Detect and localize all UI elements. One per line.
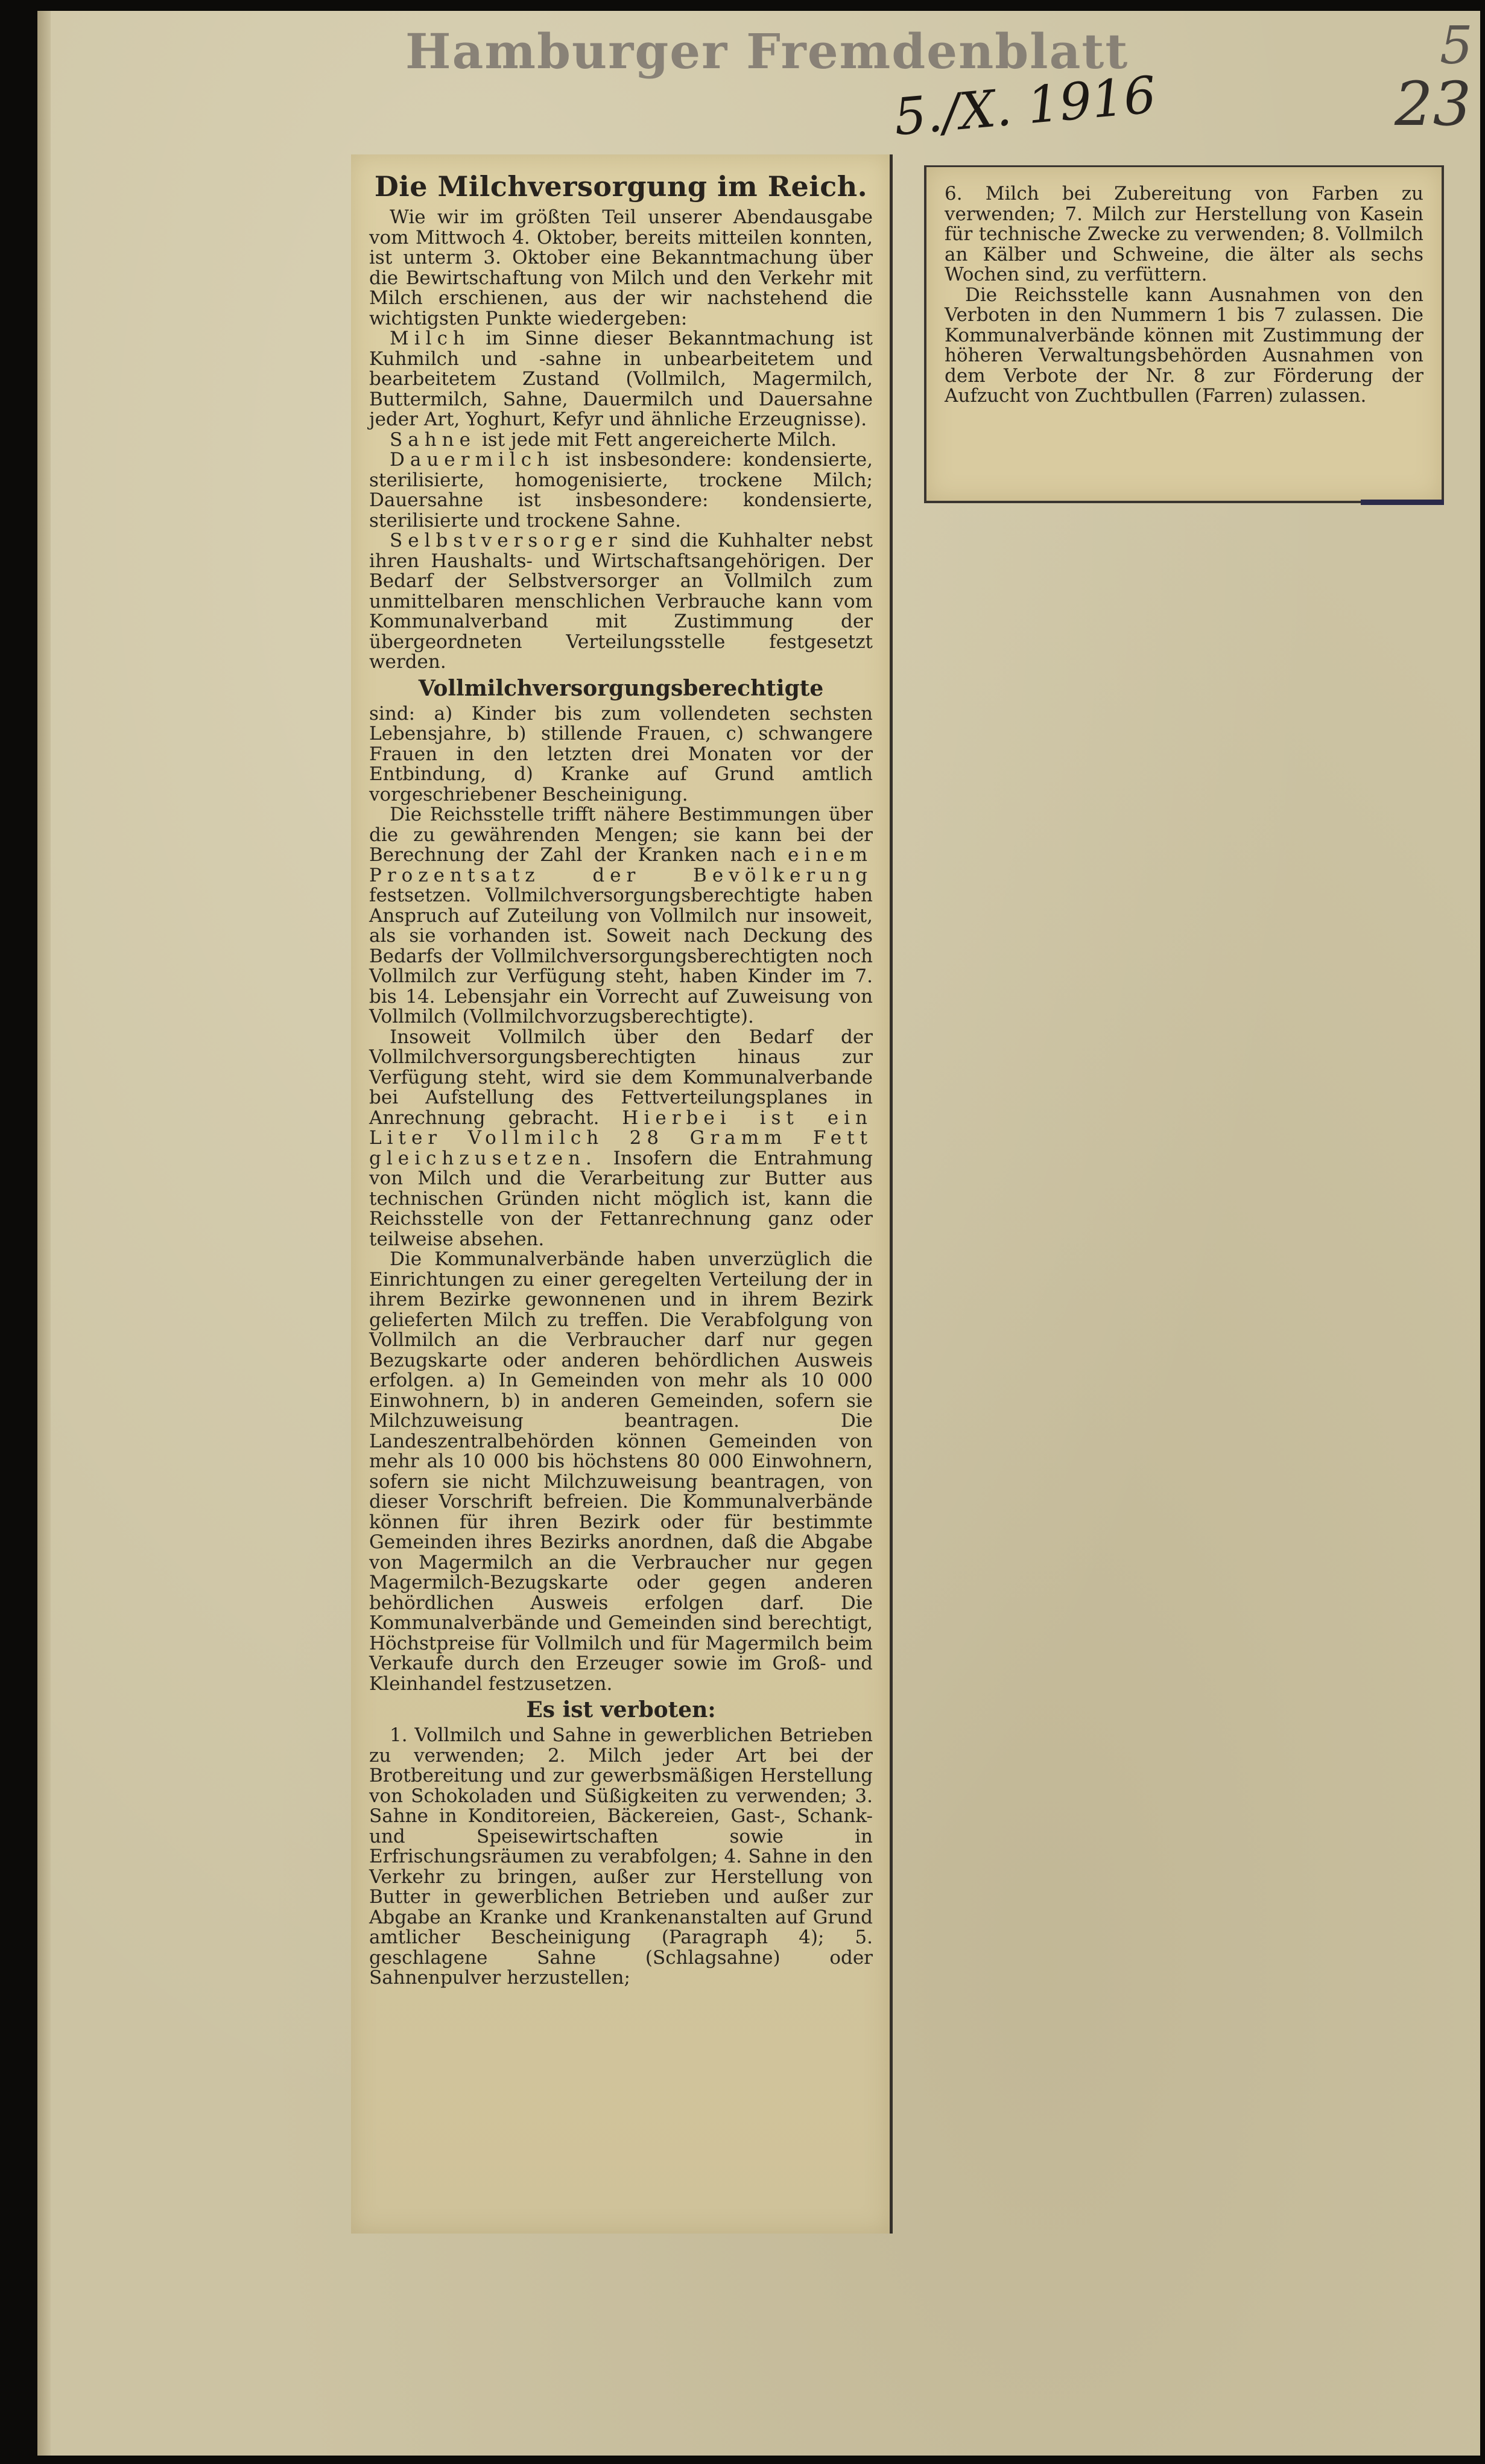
definition-dauermilch-text: ist insbesondere: kondensierte, sterilisierte, homogenisierte, trockene Milch; Dauersahne ist insbesondere: kondensierte, sterilisierte und trockene Sahne. <box>369 449 873 532</box>
term-milch: Milch <box>390 328 470 349</box>
insoweit-text-b: Insofern die Entrahmung von Milch und die Verarbeitung zur Butter aus technischen Gründen nicht möglich ist, kann die Reichsstelle von der Fettanrechnung ganz oder teilweise absehen. <box>369 1147 873 1250</box>
definition-selbstversorger-text: sind die Kuhhalter nebst ihren Haushalts- und Wirtschaftsangehörigen. Der Bedarf der Selbstversorger an Vollmilch zum unmittelbaren menschlichen Verbrauche kann vom Kommunalverband mit Zustimmung der übergeordneten Verteilungsstelle festgesetzt werden. <box>369 530 873 673</box>
definition-dauermilch <box>369 450 873 531</box>
reichsstelle-text-b: festsetzen. Vollmilchversorgungsberechtigte haben Anspruch auf Zuteilung von Vollmilch nur insoweit, als sie vorhanden ist. Soweit nach Deckung des Bedarfs der Vollmilchversorgungsberechtigten noch Vollmilch zur Verfügung steht, haben Kinder im 7. bis 14. Lebensjahr ein Vorrecht auf Zuweisung von Vollmilch (Vollmilchvorzugsberechtigte). <box>369 884 873 1027</box>
term-prozentsatz: einem Prozentsatz der Bevölkerung <box>369 844 873 886</box>
paragraph-reichsstelle <box>369 805 873 1027</box>
continuation-clipping <box>924 165 1444 503</box>
reichsstelle-text-a: Die Reichsstelle trifft nähere Bestimmungen über die zu gewährenden Mengen; sie kann bei der Berechnung der Zahl der Kranken nach <box>369 804 873 866</box>
definition-milch <box>369 329 873 430</box>
sheet-edge <box>37 11 51 2456</box>
term-sahne: Sahne <box>390 428 476 451</box>
definition-sahne-text: ist jede mit Fett angereicherte Milch. <box>476 428 837 451</box>
newspaper-stamp: Hamburger Fremdenblatt <box>405 23 1129 80</box>
archive-sheet <box>37 11 1480 2456</box>
definition-selbstversorger <box>369 531 873 673</box>
corner-mark: 5 <box>1440 16 1473 76</box>
term-selbstversorger: Selbstversorger <box>390 530 622 551</box>
subheading-berechtigte: Vollmilchversorgungsberechtigte <box>418 675 824 701</box>
insoweit-text-a: Insoweit Vollmilch über den Bedarf der Vollmilchversorgungsberechtigten hinaus zur Verfügung steht, wird sie dem Kommunalverbande bei Aufstellung des Fettverteilungsplanes in Anrechnung gebracht. <box>369 1026 873 1129</box>
definition-sahne <box>369 430 873 451</box>
subheading-verboten: Es ist verboten: <box>526 1697 716 1723</box>
page-number: 23 <box>1395 69 1472 139</box>
paragraph-ausnahmen: Die Reichsstelle kann Ausnahmen von den Verboten in den Nummern 1 bis 7 zulassen. Die Kommunalverbände können mit Zustimmung der höheren Verwaltungsbehörden Ausnahmen von dem Verbote der Nr. 8 zur Förderung der Aufzucht von Zuchtbullen (Farren) zulassen. <box>945 284 1423 407</box>
article-intro: Wie wir im größten Teil unserer Abendausgabe vom Mittwoch 4. Oktober, bereits mitteilen konnten, ist unterm 3. Oktober eine Bekanntmachung über die Bewirtschaftung von Milch und den Verkehr mit Milch erschienen, aus der wir nachstehend die wichtigsten Punkte wiedergeben: <box>369 206 873 329</box>
handwritten-date: 5./X. 1916 <box>891 65 1159 147</box>
article-headline: Die Milchversorgung im Reich. <box>374 170 868 203</box>
term-dauermilch: Dauermilch <box>390 449 555 471</box>
definition-milch-text: im Sinne dieser Bekanntmachung ist Kuhmilch und -sahne in unbearbeitetem und bearbeitetem Zustand (Vollmilch, Magermilch, Buttermilch, Sahne, Dauermilch und Dauersahne jeder Art, Yoghurt, Kefyr und ähnliche Erzeugnisse). <box>369 328 873 430</box>
paragraph-continuation: 6. Milch bei Zubereitung von Farben zu verwenden; 7. Milch zur Herstellung von Kasein für technische Zwecke zu verwenden; 8. Vollmilch an Kälber und Schweine, die älter als sechs Wochen sind, zu verfüttern. <box>945 183 1423 285</box>
paragraph-kommunalverbaende: Die Kommunalverbände haben unverzüglich die Einrichtungen zu einer geregelten Verteilung der in ihrem Bezirke gewonnenen und in ihrem Bezirk gelieferten Milch zu treffen. Die Verabfolgung von Vollmilch an die Verbraucher darf nur gegen Bezugskarte oder anderen behördlichen Ausweis erfolgen. a) In Gemeinden von mehr als 10 000 Einwohnern, b) in anderen Gemeinden, sofern sie Milchzuweisung beantragen. Die Landeszentralbehörden können Gemeinden von mehr als 10 000 bis höchstens 80 000 Einwohnern, sofern sie nicht Milchzuweisung beantragen, von dieser Vorschrift befreien. Die Kommunalverbände können für ihren Bezirk oder für bestimmte Gemeinden ihres Bezirks anordnen, daß die Abgabe von Magermilch an die Verbraucher nur gegen Magermilch-Bezugskarte oder gegen anderen behördlichen Ausweis erfolgen darf. Die Kommunalverbände und Gemeinden sind berechtigt, Höchstpreise für Vollmilch und für Magermilch beim Verkaufe durch den Erzeuger sowie im Groß- und Kleinhandel festzusetzen. <box>369 1248 873 1695</box>
paragraph-verboten: 1. Vollmilch und Sahne in gewerblichen Betrieben zu verwenden; 2. Milch jeder Art bei der Brotbereitung und zur gewerbsmäßigen Herstellung von Schokoladen und Süßigkeiten zu verwenden; 3. Sahne in Konditoreien, Bäckereien, Gast-, Schank- und Speisewirtschaften sowie in Erfrischungsräumen zu verabfolgen; 4. Sahne in den Verkehr zu bringen, außer zur Herstellung von Butter in gewerblichen Betrieben und außer zur Abgabe an Kranke und Krankenanstalten auf Grund amtlicher Bescheinigung (Paragraph 4); 5. geschlagene Sahne (Schlagsahne) oder Sahnenpulver herzustellen; <box>369 1724 873 1989</box>
term-fettanrechnung: Hierbei ist ein Liter Vollmilch 28 Gramm Fett gleichzusetzen. <box>369 1107 873 1169</box>
article-clipping <box>351 154 893 2234</box>
paragraph-insoweit <box>369 1027 873 1250</box>
paragraph-berechtigte: sind: a) Kinder bis zum vollendeten sechsten Lebensjahre, b) stillende Frauen, c) schwangere Frauen in den letzten drei Monaten vor der Entbindung, d) Kranke auf Grund amtlich vorgeschriebener Bescheinigung. <box>369 702 873 805</box>
